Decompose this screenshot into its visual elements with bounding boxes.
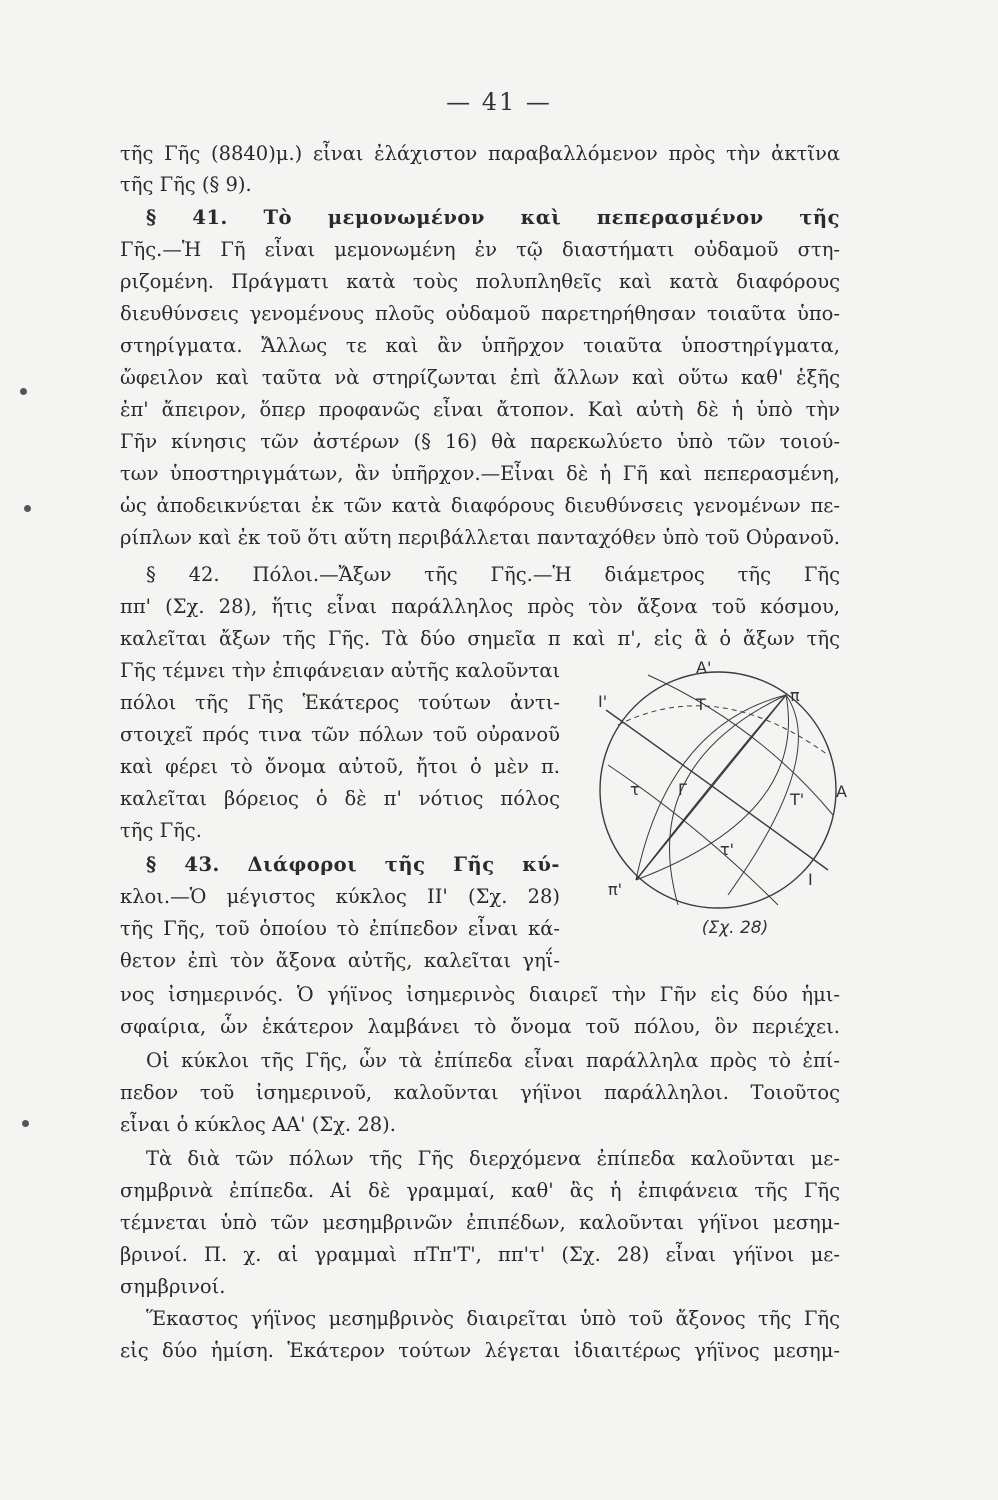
text-line: νος ἰσημερινός. Ὁ γήϊνος ἰσημερινὸς διαιρεῖ τὴν Γῆν εἰς δύο ἡμι- xyxy=(120,983,840,1006)
label-pi-prime: π' xyxy=(608,880,623,899)
text-line: πεδον τοῦ ἰσημερινοῦ, καλοῦνται γήϊνοι παράλληλοι. Τοιοῦτος xyxy=(120,1081,840,1104)
text-line: Οἱ κύκλοι τῆς Γῆς, ὧν τὰ ἐπίπεδα εἶναι παράλληλα πρὸς τὸ ἐπί- xyxy=(146,1049,840,1072)
text-line: στοιχεῖ πρός τινα τῶν πόλων τοῦ οὐρανοῦ xyxy=(120,723,560,746)
text-line: ὤφειλον καὶ ταῦτα νὰ στηρίζωνται ἐπὶ ἄλλων καὶ οὕτω καθ' ἑξῆς xyxy=(120,366,840,389)
figure-caption: (Σχ. 28) xyxy=(701,918,769,938)
text-line: τῆς Γῆς, τοῦ ὁποίου τὸ ἐπίπεδον εἶναι κά- xyxy=(120,917,560,940)
text-line: τῆς Γῆς (8840)μ.) εἶναι ἐλάχιστον παραβαλλόμενον πρὸς τὴν ἀκτῖνα xyxy=(120,142,840,165)
text-line: ρίπλων καὶ ἐκ τοῦ ὅτι αὕτη περιβάλλεται πανταχόθεν ὑπὸ τοῦ Οὐρανοῦ. xyxy=(120,526,840,549)
text-line: θετον ἐπὶ τὸν ἄξονα αὐτῆς, καλεῖται γηΐ- xyxy=(120,949,560,972)
text-line: ππ' (Σχ. 28), ἥτις εἶναι παράλληλος πρὸς τὸν ἄξονα τοῦ κόσμου, xyxy=(120,595,840,618)
text-line: καὶ φέρει τὸ ὄνομα αὐτοῦ, ἤτοι ὁ μὲν π. xyxy=(120,755,560,778)
text-line: Γῆς τέμνει τὴν ἐπιφάνειαν αὐτῆς καλοῦνται xyxy=(120,659,560,682)
label-I-prime: Ι' xyxy=(598,692,608,711)
scan-dot xyxy=(22,1120,29,1127)
text-line: εἶναι ὁ κύκλος ΑΑ' (Σχ. 28). xyxy=(120,1113,396,1136)
label-pi: π xyxy=(790,686,800,705)
scan-dot xyxy=(20,388,27,395)
section-heading-41: § 41. Τὸ μεμονωμένον καὶ πεπερασμένον τῆς xyxy=(146,206,840,229)
text-line: των ὑποστηριγμάτων, ἂν ὑπῆρχον.—Εἶναι δὲ ἡ Γῆ καὶ πεπερασμένη, xyxy=(120,462,840,485)
text-line: Γῆς.—Ἡ Γῆ εἶναι μεμονωμένη ἐν τῷ διαστήματι οὐδαμοῦ στη- xyxy=(120,238,840,261)
text-line: τέμνεται ὑπὸ τῶν μεσημβρινῶν ἐπιπέδων, καλοῦνται γήϊνοι μεσημ- xyxy=(120,1211,840,1234)
page-number: — 41 — xyxy=(446,88,552,116)
label-I: Ι xyxy=(808,870,813,889)
text-line: βρινοί. Π. χ. αἱ γραμμαὶ πΤπ'Τ', ππ'τ' (Σχ. 28) εἶναι γήϊνοι με- xyxy=(120,1243,840,1266)
label-t: τ xyxy=(630,780,640,799)
text-line: ἐπ' ἄπειρον, ὅπερ προφανῶς εἶναι ἄτοπον. Καὶ αὐτὴ δὲ ἡ ὑπὸ τὴν xyxy=(120,398,840,421)
label-A: Α xyxy=(836,782,847,801)
text-line: σφαίρια, ὧν ἑκάτερον λαμβάνει τὸ ὄνομα τοῦ πόλου, ὃν περιέχει. xyxy=(120,1015,840,1038)
earth-axis-line xyxy=(636,695,786,880)
text-line: διευθύνσεις γενομένους πλοῦς οὐδαμοῦ παρετηρήθησαν τοιαῦτα ὑπο- xyxy=(120,302,840,325)
label-T-prime: Τ' xyxy=(790,790,805,809)
text-line: τῆς Γῆς (§ 9). xyxy=(120,173,252,196)
label-A-prime: Α' xyxy=(696,658,712,677)
section-heading-43: § 43. Διάφοροι τῆς Γῆς κύ- xyxy=(146,853,560,876)
text-line: εἰς δύο ἡμίση. Ἑκάτερον τούτων λέγεται ἰδιαιτέρως γήϊνος μεσημ- xyxy=(120,1339,840,1362)
text-line: Ἕκαστος γήϊνος μεσημβρινὸς διαιρεῖται ὑπὸ τοῦ ἄξονος τῆς Γῆς xyxy=(146,1307,840,1330)
text-line: σημβρινὰ ἐπίπεδα. Αἱ δὲ γραμμαί, καθ' ἃς ἡ ἐπιφάνεια τῆς Γῆς xyxy=(120,1179,840,1202)
label-G: Γ xyxy=(678,780,687,799)
text-line: στηρίγματα. Ἄλλως τε καὶ ἂν ὑπῆρχον τοιαῦτα ὑποστηρίγματα, xyxy=(120,334,840,357)
text-line: καλεῖται βόρειος ὁ δὲ π' νότιος πόλος xyxy=(120,787,560,810)
globe-diagram xyxy=(578,655,848,940)
label-t-prime: τ' xyxy=(720,840,735,859)
text-line: σημβρινοί. xyxy=(120,1275,226,1298)
section-heading-42: § 42. Πόλοι.—Ἄξων τῆς Γῆς.—Ἡ διάμετρος τῆς Γῆς xyxy=(146,563,840,586)
text-line: Γῆν κίνησις τῶν ἀστέρων (§ 16) θὰ παρεκωλύετο ὑπὸ τῶν τοιού- xyxy=(120,430,840,453)
text-line: καλεῖται ἄξων τῆς Γῆς. Τὰ δύο σημεῖα π καὶ π', εἰς ἃ ὁ ἄξων τῆς xyxy=(120,627,840,650)
scan-dot xyxy=(24,505,31,512)
text-line: τῆς Γῆς. xyxy=(120,819,202,842)
text-line: ριζομένη. Πράγματι κατὰ τοὺς πολυπληθεῖς καὶ κατὰ διαφόρους xyxy=(120,270,840,293)
label-T: Τ xyxy=(696,695,706,714)
text-line: κλοι.—Ὁ μέγιστος κύκλος ΙΙ' (Σχ. 28) xyxy=(120,885,560,908)
text-line: πόλοι τῆς Γῆς Ἑκάτερος τούτων ἀντι- xyxy=(120,691,560,714)
text-line: ὡς ἀποδεικνύεται ἐκ τῶν κατὰ διαφόρους διευθύνσεις γενομένων πε- xyxy=(120,494,840,517)
globe-svg xyxy=(578,655,848,940)
text-line: Τὰ διὰ τῶν πόλων τῆς Γῆς διερχόμενα ἐπίπεδα καλοῦνται με- xyxy=(146,1147,840,1170)
